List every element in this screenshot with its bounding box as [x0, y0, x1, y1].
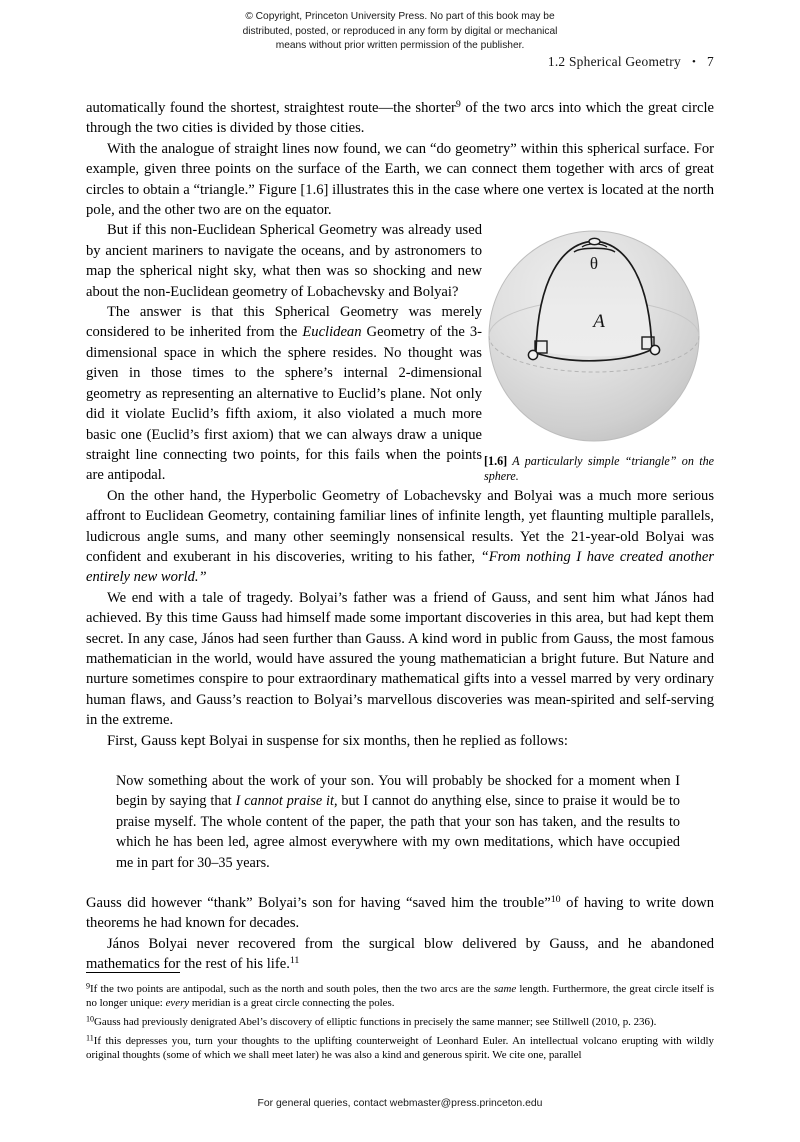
footnote-9-part-b: length. Furthermore, the great circle itself is no longer unique: [86, 983, 715, 1010]
footnote-10-marker: 10 [86, 1014, 95, 1024]
main-text-column [86, 98, 714, 975]
footnote-11 [86, 1034, 714, 1062]
paragraph-5-quotation: “From nothing I have created another entirely new world.” [86, 548, 714, 586]
paragraph-5-part-a: On the other hand, the Hyperbolic Geometry of Lobachevsky and Bolyai was a much more serious affront to Euclidean Geometry, containing familiar lines of infinite length, yet flaunting multiple parallels, ludicrous angle sums, and many other seemingly nonsensical results. Yet the 21-year-old Bolyai was confident and exuberant in his discoveries, writing to his father, [86, 487, 714, 565]
footnote-9-emph-2: every [165, 997, 190, 1010]
paragraph-1 [86, 98, 714, 139]
blockquote-text [116, 771, 680, 873]
figure-1-6 [482, 223, 714, 483]
paragraph-7: First, Gauss kept Bolyai in suspense for six months, then he replied as follows: [107, 732, 568, 749]
footnotes-section [86, 972, 714, 1067]
blockquote-part-a: Now something about the work of your son. You will probably be shocked for a moment when I begin by saying that [116, 773, 680, 810]
footnote-9-part-a: If the two points are antipodal, such as the north and south poles, then the two arcs are the [90, 983, 494, 995]
footnote-9-emph-1: same [493, 983, 517, 995]
running-head-section: 1.2 Spherical Geometry [547, 54, 681, 69]
paragraph-5 [86, 486, 714, 588]
angle-theta-label: θ [589, 254, 599, 274]
paragraph-9 [86, 934, 714, 975]
footnote-11-marker: 11 [86, 1032, 94, 1042]
footnote-ref-11[interactable]: 11 [289, 955, 300, 967]
paragraph-4-part-b: Geometry of the 3-dimensional space in which the sphere resides. No thought was given in those times to the sphere’s internal 2-dimensional geometry as representing an alternative to Euclid’s plane. Not only did it violate Euclid’s fifth axiom, it also violated a much more basic one (Euclid’s first axiom) that we can always draw a unique straight line connecting two points, for this fails when the points are antipodal. [86, 324, 482, 484]
paragraph-2: With the analogue of straight lines now found, we can “do geometry” within this spherical surface. For example, given three points on the surface of the Earth, we can connect them together with arcs of great circles to obtain a “triangle.” Figure [1.6] illustrates this in the case where one vertex is located at the north pole, and the other two are on the equator. [86, 140, 714, 219]
blockquote-emphasis: I cannot praise it [235, 793, 334, 810]
copyright-line-1: © Copyright, Princeton University Press. No part of this book may be [245, 11, 555, 22]
footnote-9-part-c: meridian is a great circle connecting the poles. [189, 997, 395, 1010]
copyright-notice [0, 10, 800, 54]
footnote-separator-rule [86, 972, 180, 973]
sphere-illustration [482, 223, 714, 445]
copyright-line-3: means without prior written permission of the publisher. [275, 40, 525, 52]
page-number: 7 [707, 54, 714, 69]
footnote-10-text: Gauss had previously denigrated Abel’s discovery of elliptic functions in precisely the same manner; see Stillwell (2010, p. 236). [94, 1015, 657, 1028]
running-head [86, 54, 714, 70]
paragraph-1-lead: automatically found the shortest, straightest route—the shorter [86, 100, 456, 116]
page-footer: For general queries, contact webmaster@press.princeton.edu [257, 1098, 543, 1109]
vertex-marker-right [650, 346, 659, 355]
sphere-svg [482, 223, 714, 445]
figure-caption [482, 454, 714, 483]
vertex-marker-left [528, 351, 537, 360]
paragraph-1-rest: of the two arcs into which the great circle through the two cities is divided by those cities. [86, 100, 714, 137]
paragraph-8-part-a: Gauss did however “thank” Bolyai’s son for having “saved him the trouble” [86, 895, 551, 912]
area-label-A: A [593, 311, 605, 333]
paragraph-4-emphasis: Euclidean [302, 324, 362, 341]
pole-vertex-marker [589, 239, 600, 245]
copyright-line-2: distributed, posted, or reproduced in any form by digital or mechanical [242, 25, 558, 37]
footnote-11-text: If this depresses you, turn your thoughts to the uplifting counterweight of Leonhard Euler. An intellectual volcano erupting with wildly original thoughts (some of which we shall meet later) he was also a kind and generous spirit. We cite one, parallel [86, 1034, 714, 1061]
paragraph-8-part-b: of having to write down theorems he had known for decades. [86, 895, 714, 932]
blockquote-gauss-letter [86, 771, 714, 873]
footnote-9-marker: 9 [86, 981, 91, 991]
running-head-separator-bullet: • [691, 55, 697, 68]
figure-number: [1.6] [484, 454, 508, 469]
footnote-9 [86, 982, 714, 1010]
blockquote-part-b: , but I cannot do anything else, since to praise it would be to praise myself. The whole content of the paper, the path that your son has taken, and the results to which he has been led, agree almost everywhere with my own meditations, which have occupied me in part for 30–35 years. [116, 793, 680, 871]
footnote-ref-9[interactable]: 9 [455, 98, 461, 110]
footnote-10 [86, 1015, 714, 1029]
paragraph-4-part-a: The answer is that this Spherical Geometry was merely considered to be inherited from the [86, 304, 482, 341]
paragraph-8 [86, 893, 714, 934]
paragraph-6: We end with a tale of tragedy. Bolyai’s father was a friend of Gauss, and sent him what János had achieved. By this time Gauss had himself made some important discoveries in this area, but had kept them secret. In any case, János had seen further than Gauss. A kind word in public from Gauss, the most famous mathematician in the world, would have assured the young mathematician a bright future. But Nature and nurture sometimes conspire to pour extraordinary mathematical gifts into a vessel marred by very ordinary human flaws, and Gauss’s reaction to Bolyai’s marvellous discoveries was mean-spirited and self-serving in the extreme. [86, 589, 714, 729]
paragraph-3: But if this non-Euclidean Spherical Geometry was already used by ancient mariners to navigate the oceans, and by astronomers to map the spherical night sky, what then was so shocking and new about the non-Euclidean geometry of Lobachevsky and Bolyai? [86, 222, 482, 300]
figure-caption-text: A particularly simple “triangle” on the sphere. [484, 454, 714, 484]
paragraph-9-part-a: János Bolyai never recovered from the surgical blow delivered by Gauss, and he abandoned mathematics for the rest of his life. [86, 935, 714, 973]
footnote-ref-10[interactable]: 10 [550, 893, 561, 905]
